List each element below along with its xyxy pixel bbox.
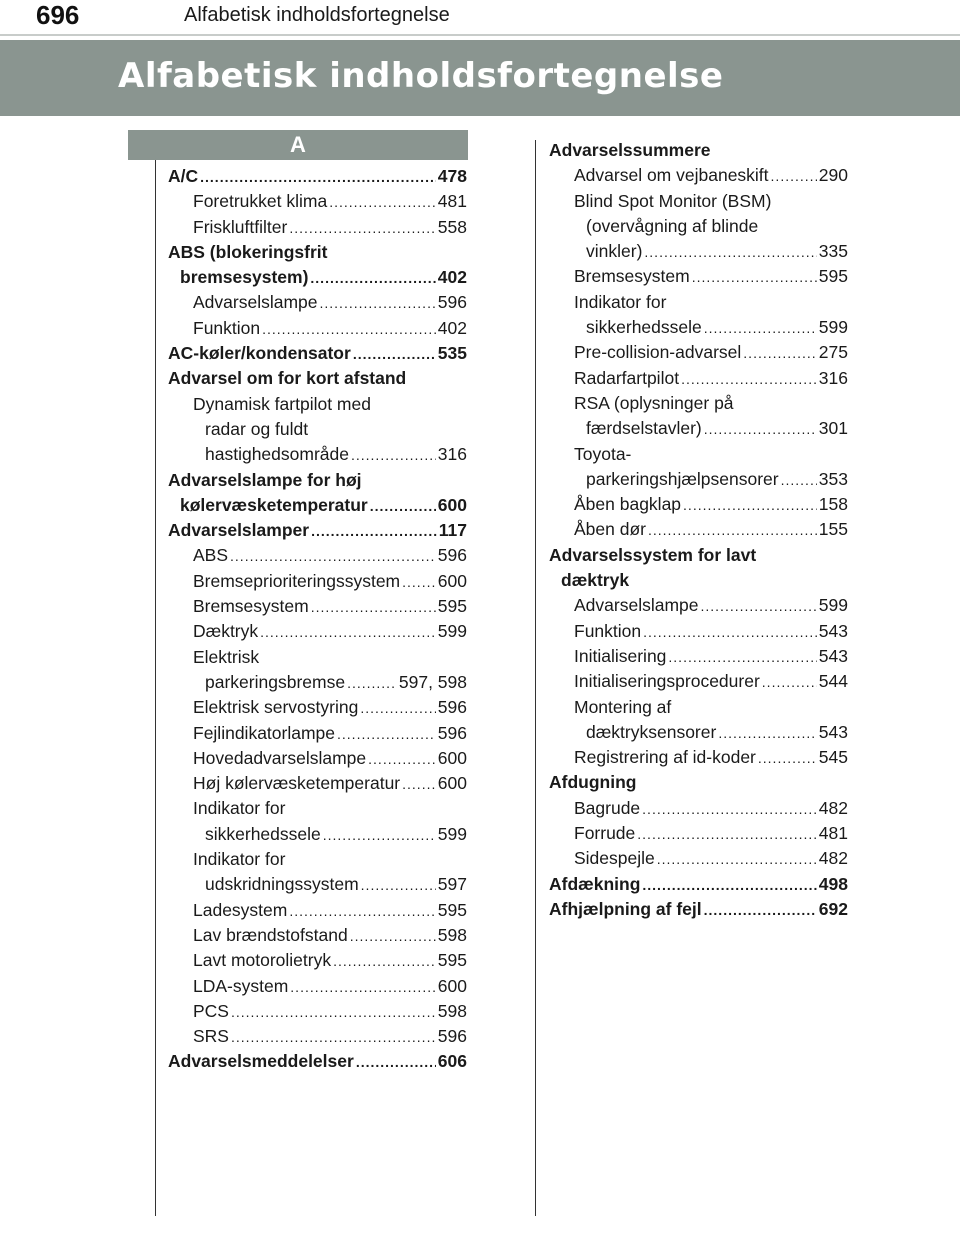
index-entry-term: radar og fuldt — [205, 418, 309, 439]
index-entry-term: Registrering af id-koder — [574, 747, 756, 768]
dot-leader — [644, 240, 816, 265]
index-entry-page[interactable]: 558 — [437, 216, 467, 237]
index-entry-term: Advarselsmeddelelser — [168, 1051, 354, 1072]
dot-leader — [668, 645, 816, 670]
index-entry-term: SRS — [193, 1026, 229, 1047]
index-entry-page[interactable]: 600 — [437, 747, 467, 768]
index-entry-term: Høj kølervæsketemperatur — [193, 773, 401, 794]
dot-leader — [402, 772, 436, 797]
index-entry — [168, 619, 467, 644]
index-entry-term: A/C — [168, 166, 199, 186]
index-entry-page[interactable]: 596 — [437, 1026, 467, 1047]
index-entry — [549, 214, 848, 239]
index-entry-term: Afdugning — [549, 772, 637, 793]
index-entry — [168, 366, 467, 391]
dot-leader — [643, 620, 817, 645]
index-entry-term: (overvågning af blinde — [586, 215, 759, 236]
index-entry-term: Advarselslamper — [168, 520, 310, 541]
dot-leader — [200, 165, 436, 190]
index-entry-term: Sidespejle — [574, 848, 655, 869]
index-entry — [168, 215, 467, 240]
dot-leader — [771, 164, 817, 189]
index-entry-page[interactable]: 600 — [437, 494, 467, 515]
index-column-1 — [168, 164, 467, 1075]
index-entry-page[interactable]: 545 — [818, 747, 848, 768]
index-entry-term: kølervæsketemperatur — [180, 494, 368, 515]
index-entry-page[interactable]: 599 — [818, 595, 848, 616]
index-entry-term: Ladesystem — [193, 899, 288, 920]
index-entry-term: Elektrisk servostyring — [193, 697, 359, 718]
column-rule-middle — [535, 140, 536, 1216]
index-entry — [168, 240, 467, 265]
index-entry — [549, 239, 848, 264]
index-entry-term: færdselstavler) — [586, 418, 702, 439]
index-entry-page[interactable]: 402 — [437, 317, 467, 338]
dot-leader — [231, 1025, 436, 1050]
index-entry — [168, 847, 467, 872]
index-entry — [168, 1049, 467, 1074]
dot-leader — [337, 722, 436, 747]
index-entry-page[interactable]: 599 — [818, 317, 848, 338]
dot-leader — [320, 291, 436, 316]
index-entry-page[interactable]: 606 — [437, 1051, 467, 1072]
index-entry-page[interactable]: 535 — [437, 343, 467, 364]
index-entry-term: Lavt motorolietryk — [193, 950, 332, 971]
index-entry-page[interactable]: 158 — [818, 494, 848, 515]
index-entry — [549, 366, 848, 391]
index-entry-term: Bremseprioriteringssystem — [193, 570, 401, 591]
index-entry — [168, 468, 467, 493]
title-band — [0, 40, 960, 116]
index-entry-term: Bremsesystem — [193, 596, 309, 617]
index-entry-page[interactable]: 335 — [818, 241, 848, 262]
dot-leader — [683, 493, 817, 518]
index-entry-term: vinkler) — [586, 241, 643, 262]
index-entry-term: Afdækning — [549, 873, 641, 894]
index-entry — [549, 644, 848, 669]
dot-leader — [402, 570, 436, 595]
index-entry — [168, 822, 467, 847]
column-rule-left — [155, 160, 156, 1216]
index-entry-term: Advarselslampe for høj — [168, 469, 362, 490]
index-entry — [168, 569, 467, 594]
index-entry-term: parkeringshjælpsensorer — [586, 468, 779, 489]
index-entry-page[interactable]: 316 — [818, 367, 848, 388]
index-entry — [549, 846, 848, 871]
dot-leader — [356, 1050, 436, 1075]
index-entry-page[interactable]: 598 — [437, 924, 467, 945]
index-entry-term: Hovedadvarselslampe — [193, 747, 367, 768]
index-entry-term: ABS (blokeringsfrit — [168, 241, 328, 262]
index-entry — [549, 695, 848, 720]
index-entry — [549, 467, 848, 492]
index-entry-page[interactable]: 597 — [437, 874, 467, 895]
index-entry — [549, 745, 848, 770]
dot-leader — [333, 949, 436, 974]
dot-leader — [704, 316, 817, 341]
dot-leader — [681, 367, 817, 392]
index-entry — [168, 164, 467, 189]
dot-leader — [290, 975, 436, 1000]
dot-leader — [657, 847, 817, 872]
index-entry-term: Advarselssummere — [549, 140, 711, 160]
index-entry — [168, 417, 467, 442]
index-entry-page[interactable]: 600 — [437, 975, 467, 996]
dot-leader — [360, 696, 435, 721]
index-entry — [168, 392, 467, 417]
dot-leader — [311, 595, 436, 620]
index-entry — [168, 948, 467, 973]
index-entry — [549, 163, 848, 188]
index-entry-page[interactable]: 596 — [437, 545, 467, 566]
running-header: Alfabetisk indholdsfortegnelse — [184, 4, 450, 26]
index-entry — [549, 720, 848, 745]
index-entry-term: Indikator for — [574, 291, 667, 312]
index-entry-term: RSA (oplysninger på — [574, 392, 734, 413]
index-entry-term: Afhjælpning af fejl — [549, 898, 702, 919]
page-title: Alfabetisk indholdsfortegnelse — [118, 56, 724, 96]
index-entry — [168, 670, 467, 695]
index-entry — [549, 897, 848, 922]
index-entry-page[interactable]: 117 — [438, 520, 467, 541]
index-entry-page[interactable]: 596 — [437, 292, 467, 313]
index-column-2 — [549, 138, 848, 922]
index-entry — [549, 189, 848, 214]
index-entry-term: Åben dør — [574, 519, 646, 540]
index-entry-page[interactable]: 597, 598 — [398, 671, 467, 692]
index-entry — [549, 315, 848, 340]
index-entry — [168, 493, 467, 518]
index-entry-page[interactable]: 543 — [818, 645, 848, 666]
index-entry — [549, 492, 848, 517]
dot-leader — [231, 1000, 436, 1025]
index-entry-term: Initialiseringsprocedurer — [574, 671, 760, 692]
index-entry — [549, 872, 848, 897]
index-entry-term: Blind Spot Monitor (BSM) — [574, 190, 772, 211]
index-entry-term: Advarsel om vejbaneskift — [574, 165, 769, 186]
index-entry-term: Advarselslampe — [574, 595, 699, 616]
index-entry-page[interactable]: 275 — [818, 342, 848, 363]
dot-leader — [262, 317, 436, 342]
dot-leader — [361, 873, 436, 898]
dot-leader — [370, 494, 436, 519]
index-entry — [168, 341, 467, 366]
index-entry-term: Funktion — [193, 317, 261, 338]
index-entry-term: Åben bagklap — [574, 494, 682, 515]
index-entry-page[interactable]: 692 — [818, 898, 848, 919]
index-entry-term: Dæktryk — [193, 621, 259, 642]
index-entry-term: Toyota- — [574, 443, 632, 464]
index-entry — [549, 619, 848, 644]
index-entry-term: Initialisering — [574, 645, 667, 666]
index-entry-term: Fejlindikatorlampe — [193, 722, 336, 743]
dot-leader — [329, 190, 436, 215]
dot-leader — [743, 341, 817, 366]
index-entry-page[interactable]: 353 — [818, 468, 848, 489]
index-entry-page[interactable]: 481 — [437, 191, 467, 212]
index-entry — [549, 517, 848, 542]
dot-leader — [353, 342, 436, 367]
dot-leader — [310, 266, 435, 291]
dot-leader — [323, 823, 436, 848]
index-entry-page[interactable]: 478 — [437, 166, 467, 186]
index-entry — [549, 568, 848, 593]
dot-leader — [704, 898, 817, 923]
dot-leader — [718, 721, 816, 746]
index-entry — [549, 138, 848, 163]
index-entry — [168, 695, 467, 720]
section-letter-tab: A — [128, 130, 468, 160]
dot-leader — [347, 671, 397, 696]
index-entry-term: hastighedsområde — [205, 444, 349, 465]
dot-leader — [762, 670, 817, 695]
index-entry-page[interactable]: 595 — [818, 266, 848, 287]
index-entry — [549, 340, 848, 365]
index-entry — [168, 645, 467, 670]
index-entry-page[interactable]: 482 — [818, 797, 848, 818]
dot-leader — [781, 468, 817, 493]
index-entry — [549, 391, 848, 416]
index-entry — [168, 290, 467, 315]
index-entry-term: Dynamisk fartpilot med — [193, 393, 371, 414]
index-entry-term: Radarfartpilot — [574, 367, 680, 388]
index-entry-term: Forrude — [574, 823, 636, 844]
dot-leader — [758, 746, 817, 771]
index-entry — [168, 923, 467, 948]
index-entry-term: Montering af — [574, 696, 672, 717]
dot-leader — [289, 216, 435, 241]
index-entry-page[interactable]: 402 — [437, 267, 467, 288]
index-entry — [168, 1024, 467, 1049]
index-entry-page[interactable]: 544 — [818, 671, 848, 692]
header-divider — [0, 34, 960, 36]
index-entry — [168, 974, 467, 999]
index-entry-page[interactable]: 596 — [437, 697, 467, 718]
index-entry-page[interactable]: 595 — [437, 899, 467, 920]
index-entry — [168, 746, 467, 771]
index-entry-page[interactable]: 595 — [437, 950, 467, 971]
index-entry-page[interactable]: 596 — [437, 722, 467, 743]
index-entry-page[interactable]: 599 — [437, 621, 467, 642]
index-entry — [168, 316, 467, 341]
index-entry-page[interactable]: 482 — [818, 848, 848, 869]
dot-leader — [350, 924, 436, 949]
index-entry-term: Elektrisk — [193, 646, 260, 667]
index-entry-term: udskridningssystem — [205, 874, 359, 895]
index-entry — [168, 999, 467, 1024]
index-entry-page[interactable]: 155 — [818, 519, 848, 540]
dot-leader — [701, 594, 817, 619]
index-entry-term: dæktryksensorer — [586, 721, 717, 742]
index-entry — [549, 821, 848, 846]
index-entry — [549, 669, 848, 694]
index-entry-page[interactable]: 599 — [437, 823, 467, 844]
index-entry-page[interactable]: 498 — [818, 873, 848, 894]
index-entry — [549, 264, 848, 289]
index-entry — [168, 265, 467, 290]
index-entry-term: Funktion — [574, 620, 642, 641]
index-entry — [549, 290, 848, 315]
index-entry-term: AC-køler/kondensator — [168, 343, 351, 364]
index-entry-term: LDA-system — [193, 975, 289, 996]
index-entry-term: Lav brændstofstand — [193, 924, 348, 945]
index-entry-page[interactable]: 598 — [437, 1000, 467, 1021]
index-entry — [168, 442, 467, 467]
dot-leader — [351, 443, 436, 468]
index-entry — [549, 796, 848, 821]
index-entry-term: Indikator for — [193, 849, 286, 870]
dot-leader — [289, 899, 435, 924]
index-entry-term: parkeringsbremse — [205, 671, 346, 692]
index-entry-page[interactable]: 600 — [437, 570, 467, 591]
index-entry-page[interactable]: 543 — [818, 721, 848, 742]
index-entry-page[interactable]: 543 — [818, 620, 848, 641]
index-entry — [168, 872, 467, 897]
dot-leader — [642, 797, 817, 822]
index-entry-term: dæktryk — [561, 570, 630, 591]
index-entry-term: bremsesystem) — [180, 267, 309, 288]
dot-leader — [368, 747, 436, 772]
index-entry — [549, 442, 848, 467]
dot-leader — [648, 518, 817, 543]
dot-leader — [637, 822, 817, 847]
index-entry — [168, 898, 467, 923]
index-entry — [549, 543, 848, 568]
index-entry-term: PCS — [193, 1000, 229, 1021]
index-entry-page[interactable]: 600 — [437, 773, 467, 794]
dot-leader — [260, 620, 436, 645]
index-entry — [168, 796, 467, 821]
dot-leader — [692, 265, 817, 290]
index-entry-term: Bagrude — [574, 797, 641, 818]
index-entry-term: Advarsel om for kort afstand — [168, 368, 407, 389]
index-entry-term: Friskluftfilter — [193, 216, 288, 237]
dot-leader — [311, 519, 437, 544]
index-entry-page[interactable]: 316 — [437, 444, 467, 465]
index-entry — [168, 543, 467, 568]
index-entry-page[interactable]: 481 — [818, 823, 848, 844]
index-entry-page[interactable]: 595 — [437, 596, 467, 617]
index-entry — [168, 189, 467, 214]
index-entry-term: Foretrukket klima — [193, 191, 328, 212]
index-entry-term: Indikator for — [193, 798, 286, 819]
dot-leader — [642, 873, 816, 898]
index-entry — [168, 594, 467, 619]
index-entry — [549, 416, 848, 441]
index-entry-term: ABS — [193, 545, 229, 566]
index-entry-term: sikkerhedssele — [205, 823, 321, 844]
index-entry — [549, 770, 848, 795]
index-entry-term: Bremsesystem — [574, 266, 690, 287]
index-entry-term: Advarselslampe — [193, 292, 318, 313]
dot-leader — [704, 417, 817, 442]
dot-leader — [230, 544, 436, 569]
index-entry — [168, 721, 467, 746]
index-entry — [168, 518, 467, 543]
index-entry-term: Pre-collision-advarsel — [574, 342, 742, 363]
page-number: 696 — [36, 0, 80, 30]
index-entry — [168, 771, 467, 796]
index-entry — [549, 593, 848, 618]
index-entry-page[interactable]: 290 — [818, 165, 848, 186]
index-entry-term: sikkerhedssele — [586, 317, 702, 338]
index-entry-page[interactable]: 301 — [818, 418, 848, 439]
index-entry-term: Advarselssystem for lavt — [549, 544, 757, 565]
